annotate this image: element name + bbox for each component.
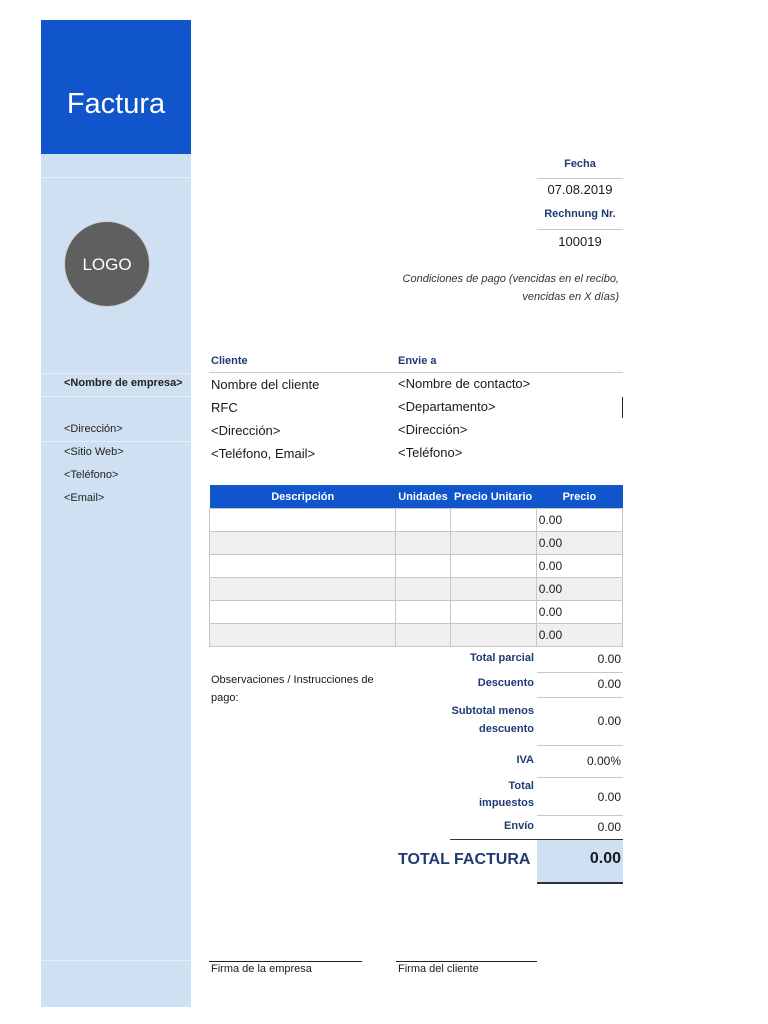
col-units-header: Unidades — [396, 485, 450, 509]
company-email: <Email> — [64, 492, 105, 504]
units-cell[interactable] — [396, 578, 450, 601]
logo-text: LOGO — [82, 255, 132, 274]
col-price-header: Precio — [536, 485, 622, 509]
table-row — [210, 601, 623, 624]
shipping-label: Envío — [504, 820, 534, 832]
unit-price-cell[interactable] — [450, 624, 536, 647]
company-phone: <Teléfono> — [64, 469, 119, 481]
divider — [537, 178, 623, 179]
col-description-header: Descripción — [210, 485, 396, 509]
ship-to-label: Envie a — [398, 355, 437, 367]
subtotal-value: 0.00 — [597, 652, 621, 666]
after-discount-label-line1: Subtotal menos — [451, 705, 534, 717]
table-header-row — [210, 485, 623, 509]
description-cell[interactable] — [210, 532, 396, 555]
table-row — [210, 578, 623, 601]
client-rfc: RFC — [211, 400, 238, 415]
unit-price-cell[interactable] — [450, 555, 536, 578]
ship-phone: <Teléfono> — [398, 445, 463, 460]
col-unit-price-header: Precio Unitario — [450, 485, 536, 509]
client-signature-line — [396, 961, 537, 962]
units-cell[interactable] — [396, 601, 450, 624]
company-signature-label: Firma de la empresa — [211, 963, 312, 975]
sidebar-divider — [41, 441, 191, 442]
price-cell[interactable]: 0.00 — [536, 578, 622, 601]
date-label: Fecha — [564, 158, 596, 170]
shipping-value: 0.00 — [597, 820, 621, 834]
divider — [537, 229, 623, 230]
divider — [537, 777, 623, 778]
ship-department: <Departamento> — [398, 399, 496, 414]
total-tax-label-line2: impuestos — [478, 797, 534, 809]
company-name: <Nombre de empresa> — [64, 377, 183, 389]
description-cell[interactable] — [210, 509, 396, 532]
units-cell[interactable] — [396, 624, 450, 647]
units-cell[interactable] — [396, 555, 450, 578]
description-cell[interactable] — [210, 624, 396, 647]
divider — [537, 815, 623, 816]
tax-value: 0.00% — [586, 754, 621, 768]
price-cell[interactable]: 0.00 — [536, 555, 622, 578]
text-cursor — [622, 397, 623, 418]
ship-contact: <Nombre de contacto> — [398, 376, 531, 391]
unit-price-cell[interactable] — [450, 509, 536, 532]
unit-price-cell[interactable] — [450, 578, 536, 601]
divider — [537, 745, 623, 746]
sidebar-divider — [41, 177, 191, 178]
price-cell[interactable]: 0.00 — [536, 532, 622, 555]
grand-total-value: 0.00 — [589, 850, 621, 867]
divider — [537, 697, 623, 698]
sidebar-divider — [41, 396, 191, 397]
payment-terms-line1: Condiciones de pago (vencidas en el recibo, — [402, 273, 619, 285]
notes-label-line2: pago: — [211, 692, 239, 704]
sidebar — [41, 20, 191, 1007]
client-name: Nombre del cliente — [211, 377, 320, 392]
price-cell[interactable]: 0.00 — [536, 601, 622, 624]
divider — [537, 672, 623, 673]
discount-value: 0.00 — [597, 677, 621, 691]
table-row — [210, 624, 623, 647]
description-cell[interactable] — [210, 555, 396, 578]
price-cell[interactable]: 0.00 — [536, 624, 622, 647]
divider — [537, 882, 623, 884]
doc-title: Factura — [66, 88, 166, 120]
discount-label: Descuento — [477, 677, 534, 689]
ship-address: <Dirección> — [398, 422, 468, 437]
sidebar-divider — [41, 960, 191, 961]
unit-price-cell[interactable] — [450, 532, 536, 555]
grand-total-label: TOTAL FACTURA — [398, 851, 531, 868]
logo — [64, 221, 150, 307]
date-value: 07.08.2019 — [547, 182, 613, 197]
price-cell[interactable]: 0.00 — [536, 509, 622, 532]
invoice-number-label: Rechnung Nr. — [544, 208, 616, 220]
invoice-number-value: 100019 — [558, 234, 602, 249]
description-cell[interactable] — [210, 578, 396, 601]
after-discount-label-line2: descuento — [478, 723, 534, 735]
title-block — [41, 20, 191, 154]
total-tax-value: 0.00 — [597, 790, 621, 804]
company-signature-line — [209, 961, 362, 962]
sidebar-divider — [41, 373, 191, 374]
total-tax-label-line1: Total — [508, 780, 534, 792]
client-address: <Dirección> — [211, 423, 281, 438]
unit-price-cell[interactable] — [450, 601, 536, 624]
items-table — [209, 485, 623, 647]
client-label: Cliente — [211, 355, 248, 367]
client-signature-label: Firma del cliente — [398, 963, 479, 975]
units-cell[interactable] — [396, 532, 450, 555]
description-cell[interactable] — [210, 601, 396, 624]
notes-label-line1: Observaciones / Instrucciones de — [211, 674, 374, 686]
payment-terms-line2: vencidas en X días) — [522, 291, 619, 303]
units-cell[interactable] — [396, 509, 450, 532]
company-address: <Dirección> — [64, 423, 123, 435]
subtotal-label: Total parcial — [470, 652, 534, 664]
table-row — [210, 509, 623, 532]
tax-label: IVA — [516, 754, 534, 766]
table-row — [210, 532, 623, 555]
divider — [209, 372, 623, 373]
after-discount-value: 0.00 — [597, 714, 621, 728]
table-row — [210, 555, 623, 578]
client-contact: <Teléfono, Email> — [211, 446, 316, 461]
company-website: <Sitio Web> — [64, 446, 124, 458]
